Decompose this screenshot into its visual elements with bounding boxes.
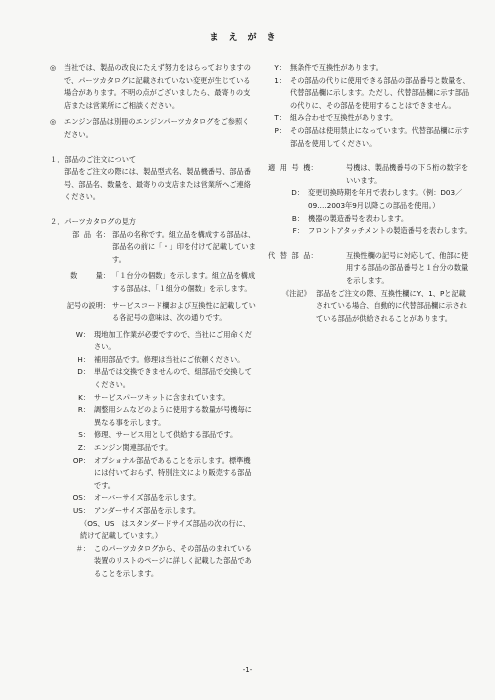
code-item	[268, 75, 473, 113]
code-text: エンジン関連部品です。	[94, 443, 173, 453]
code-item	[50, 455, 256, 493]
code-item	[50, 442, 256, 455]
code-item	[50, 429, 256, 442]
code-item	[268, 62, 473, 75]
code-symbol: F：	[292, 226, 304, 236]
code-item	[50, 354, 256, 367]
os-us-note: （OS、US はスタンダードサイズ部品の次の行に、続けて記載しています。）	[80, 518, 251, 541]
intro-text: 当社では、製品の改良にたえず努力をはらっておりますので、パーツカタログに記載されていない変更が生じている場合があります。不明の点がございましたら、最寄りの支店または営業所にご相談ください。	[64, 63, 251, 110]
daitai-item	[268, 250, 473, 288]
code-symbol: K：	[78, 392, 90, 402]
chuuki-label: 《注記》	[282, 288, 311, 298]
tekiyo-text: 号機は、製品機番号の下５桁の数字をいいます。	[346, 163, 469, 185]
page-number: -1-	[242, 666, 253, 674]
section-1-text: 部品をご注文の際には、製品型式名、製品機番号、部品番号、部品名、数量を、最寄りの支店または営業所へご連絡ください。	[64, 167, 251, 202]
definition-text: サービスコード欄および互換性に記載している各記号の意味は、次の通りです。	[112, 300, 256, 323]
code-text: 無条件で互換性があります。	[290, 63, 383, 72]
definition-text: 「１台分の個数」を示します。組立品を構成する部品は、「１組分の個数」を示します。	[112, 271, 256, 293]
code-text: 組み合わせで互換性があります。	[290, 113, 398, 123]
code-symbol: P：	[274, 125, 286, 135]
code-text: アンダーサイズ部品を示します。	[94, 506, 201, 515]
daitai-text: 互換性欄の記号に対応して、他部に使用する部品の部品番号と１台分の数量を示します。	[346, 250, 469, 285]
code-text: 調整用シムなどのように使用する数量が号機毎に異なる事を示します。	[94, 405, 252, 427]
bullet-icon: ◎	[50, 118, 57, 127]
code-item	[268, 112, 473, 125]
code-item	[268, 213, 473, 226]
code-text: 現地加工作業が必要ですので、当社にご用命ください。	[94, 329, 252, 352]
code-item	[50, 404, 256, 429]
left-column	[50, 62, 256, 581]
code-symbol: OP：	[72, 455, 90, 465]
page-title: まえがき	[209, 33, 286, 43]
code-text: 単品では交換できませんので、組部品で交換してください。	[94, 367, 252, 390]
code-item	[50, 492, 256, 505]
chuuki-item	[268, 288, 473, 326]
daitai-label: 代 替 部 品：	[268, 250, 318, 260]
code-text: 機器の製造番号を表わします。	[308, 213, 409, 223]
definition-item	[50, 300, 256, 325]
tekiyo-label: 適 用 号 機：	[268, 163, 318, 173]
code-item	[50, 392, 256, 405]
code-text: 補用部品です。修理は当社にご依頼ください。	[94, 354, 245, 364]
definition-item	[50, 270, 256, 295]
code-symbol: Z：	[77, 443, 90, 453]
code-symbol: 1：	[274, 75, 286, 85]
tekiyo-item	[268, 162, 473, 187]
code-item	[268, 187, 473, 212]
code-symbol: W：	[75, 329, 90, 339]
code-text: フロントアタッチメントの製造番号を表わします。	[308, 226, 472, 236]
section-1-heading: １．部品のご注文について	[50, 154, 137, 164]
chuuki-text: 部品をご注文の際、互換性欄にY、1、Pと記載されている場合、自動的に代替部品欄に示されている部品が供給されることがあります。	[316, 288, 467, 323]
definition-item	[50, 229, 256, 267]
code-text: その部品は使用禁止になっています。代替部品欄に示す部品を使用してください。	[290, 125, 470, 148]
definition-label: 数 量：	[70, 271, 110, 281]
code-symbol: S：	[78, 430, 90, 440]
code-symbol: Y：	[274, 63, 286, 72]
code-item	[50, 329, 256, 354]
code-item	[50, 366, 256, 391]
code-text: このパーツカタログから、その部品のまれている装置のリストのページに詳しく記載した部品であることを示します。	[94, 543, 252, 578]
code-symbol: D：	[291, 188, 304, 198]
intro-text: エンジン部品は別冊のエンジンパーツカタログをご参照ください。	[64, 117, 250, 139]
code-text: サービスパーツキットに含まれています。	[94, 392, 230, 402]
right-column	[268, 62, 473, 325]
code-symbol: D：	[77, 367, 90, 377]
code-text: その部品の代りに使用できる部品の部品番号と数量を、代替部品欄に示します。ただし、代替部品欄に示す部品の代りに、その部品を使用することはできません。	[290, 75, 470, 110]
code-item	[50, 543, 256, 581]
code-text: オーバーサイズ部品を示します。	[94, 493, 201, 503]
definition-label: 部 品 名：	[72, 229, 110, 239]
code-symbol: R：	[77, 405, 90, 415]
section-2-heading: ２．パーツカタログの見方	[50, 216, 136, 226]
code-item	[268, 125, 473, 150]
code-symbol: H：	[77, 354, 90, 364]
code-item	[268, 225, 473, 238]
definition-text: 部品の名称です。組立品を構成する部品は、部品名の前に「・」印を付けて記載しています。	[112, 229, 256, 264]
intro-item	[50, 62, 256, 112]
definition-label: 記号の説明：	[66, 300, 110, 310]
code-symbol: OS：	[72, 493, 90, 503]
code-text: 変更切換時期を年月で表わします。（例：D03／09‥‥2003年9月以降この部品を使用。）	[308, 188, 463, 210]
code-symbol: ＃：	[75, 543, 90, 553]
code-text: 修理、サービス用として供給する部品です。	[94, 430, 238, 440]
bullet-icon: ◎	[50, 64, 57, 72]
code-symbol: US：	[72, 506, 90, 515]
intro-item	[50, 116, 256, 141]
code-symbol: T：	[274, 113, 286, 123]
code-text: オプショナル部品であることを示します。標準機には付いておらず、特別注文により販売する部品です。	[94, 455, 252, 490]
code-item	[50, 505, 256, 518]
code-symbol: B：	[291, 213, 304, 223]
